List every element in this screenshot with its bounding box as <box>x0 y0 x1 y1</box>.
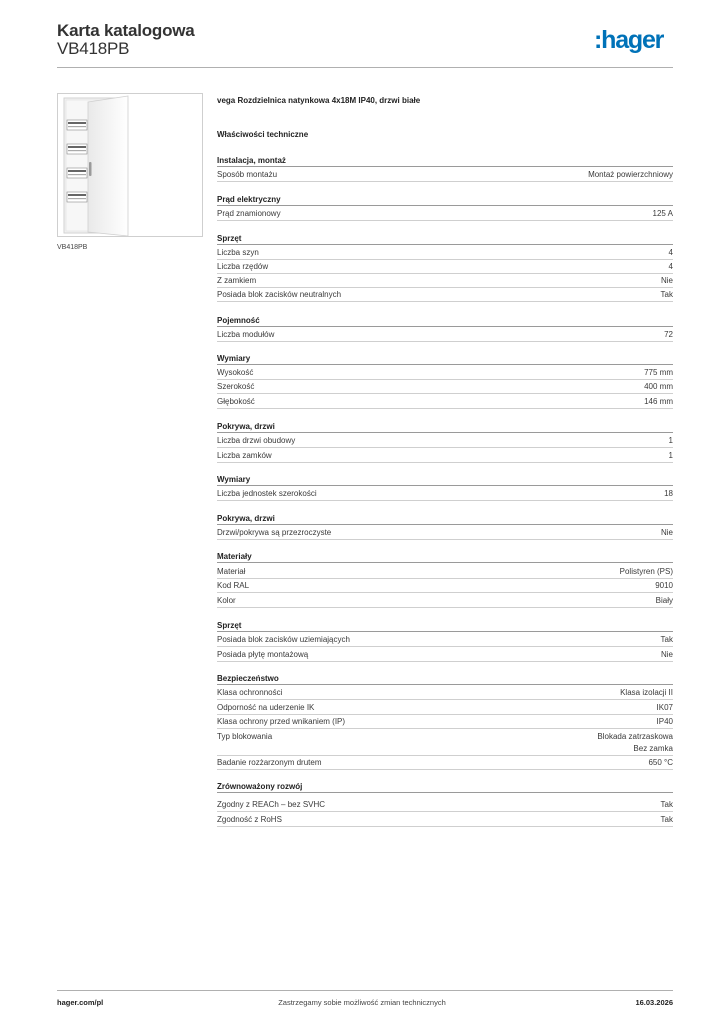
spec-value: Tak <box>660 800 673 809</box>
group-title: Pojemność <box>217 315 673 327</box>
spec-key: Kolor <box>217 596 236 605</box>
spec-key: Liczba drzwi obudowy <box>217 436 296 445</box>
spec-value: IK07 <box>656 703 673 712</box>
product-image-caption: VB418PB <box>57 244 88 251</box>
hager-logo: :hager <box>594 26 664 54</box>
spec-value-line: Bez zamka <box>633 744 673 753</box>
spec-key: Liczba modułów <box>217 330 275 339</box>
spec-row <box>217 757 673 770</box>
spec-value: 146 mm <box>644 397 673 406</box>
spec-key: Badanie rozżarzonym drutem <box>217 758 322 767</box>
header-divider <box>57 67 673 68</box>
spec-key: Klasa ochrony przed wnikaniem (IP) <box>217 717 346 726</box>
group-title: Pokrywa, drzwi <box>217 421 673 433</box>
spec-key: Klasa ochronności <box>217 688 283 697</box>
footer-divider <box>57 990 673 991</box>
footer-website-link[interactable]: hager.com/pl <box>57 998 104 1007</box>
footer-date: 16.03.2026 <box>635 998 673 1007</box>
group-title: Pokrywa, drzwi <box>217 513 673 525</box>
group-title: Instalacja, montaż <box>217 155 673 167</box>
spec-row <box>217 396 673 409</box>
spec-row <box>217 208 673 221</box>
spec-row <box>217 649 673 662</box>
spec-key: Głębokość <box>217 397 255 406</box>
spec-value: 650 °C <box>648 758 673 767</box>
product-image <box>57 93 203 237</box>
spec-value: 775 mm <box>644 368 673 377</box>
spec-key: Liczba szyn <box>217 248 259 257</box>
spec-key: Drzwi/pokrywa są przezroczyste <box>217 528 332 537</box>
spec-key: Posiada blok zacisków neutralnych <box>217 290 342 299</box>
spec-key: Materiał <box>217 567 246 576</box>
spec-row <box>217 687 673 700</box>
spec-value: 125 A <box>652 209 673 218</box>
spec-row <box>217 814 673 827</box>
spec-row <box>217 261 673 274</box>
spec-key: Liczba jednostek szerokości <box>217 489 317 498</box>
spec-row <box>217 169 673 182</box>
spec-value: Montaż powierzchniowy <box>588 170 673 179</box>
spec-value: Tak <box>660 815 673 824</box>
spec-value: 4 <box>668 248 673 257</box>
footer-notice: Zastrzegamy sobie możliwość zmian technicznych <box>278 998 446 1007</box>
spec-key: Z zamkiem <box>217 276 257 285</box>
spec-value: 1 <box>668 451 673 460</box>
spec-value: 18 <box>664 489 673 498</box>
spec-value: Tak <box>660 290 673 299</box>
spec-value: 4 <box>668 262 673 271</box>
spec-row <box>217 731 673 756</box>
spec-row <box>217 566 673 579</box>
spec-key: Odporność na uderzenie IK <box>217 703 315 712</box>
spec-row <box>217 450 673 463</box>
spec-key: Liczba zamków <box>217 451 272 460</box>
spec-value: Tak <box>660 635 673 644</box>
distribution-board-illustration <box>58 94 204 238</box>
spec-key: Wysokość <box>217 368 254 377</box>
group-title: Sprzęt <box>217 233 673 245</box>
group-title: Zrównoważony rozwój <box>217 781 673 793</box>
spec-row <box>217 381 673 394</box>
group-title: Bezpieczeństwo <box>217 673 673 685</box>
spec-row <box>217 367 673 380</box>
spec-value: Nie <box>660 276 673 285</box>
spec-key: Prąd znamionowy <box>217 209 281 218</box>
spec-key: Posiada blok zacisków uziemiających <box>217 635 350 644</box>
group-title: Prąd elektryczny <box>217 194 673 206</box>
spec-value <box>597 731 673 755</box>
spec-value: Biały <box>655 596 673 605</box>
spec-value: IP40 <box>656 717 673 726</box>
section-title: Właściwości techniczne <box>217 130 309 139</box>
group-title: Materiały <box>217 551 673 563</box>
spec-value: 400 mm <box>644 382 673 391</box>
spec-value: Klasa izolacji II <box>620 688 673 697</box>
spec-row <box>217 527 673 540</box>
spec-key: Zgodność z RoHS <box>217 815 282 824</box>
spec-row <box>217 247 673 260</box>
group-title: Wymiary <box>217 474 673 486</box>
spec-value: Nie <box>660 528 673 537</box>
spec-key: Liczba rzędów <box>217 262 269 271</box>
spec-key: Zgodny z REACh – bez SVHC <box>217 800 326 809</box>
spec-value-line: Blokada zatrzaskowa <box>597 732 673 741</box>
document-title: Karta katalogowa <box>57 21 195 40</box>
spec-value: 9010 <box>655 581 673 590</box>
product-code: VB418PB <box>57 39 130 58</box>
spec-value: 72 <box>664 330 673 339</box>
product-description: vega Rozdzielnica natynkowa 4x18M IP40, drzwi białe <box>217 96 421 105</box>
spec-key: Posiada płytę montażową <box>217 650 309 659</box>
spec-row <box>217 289 673 302</box>
spec-row <box>217 595 673 608</box>
spec-row <box>217 702 673 715</box>
spec-value: 1 <box>668 436 673 445</box>
spec-row <box>217 634 673 647</box>
spec-row <box>217 329 673 342</box>
spec-row <box>217 435 673 448</box>
spec-key: Sposób montażu <box>217 170 278 179</box>
spec-row <box>217 799 673 812</box>
spec-key: Typ blokowania <box>217 732 273 741</box>
spec-row <box>217 488 673 501</box>
group-title: Sprzęt <box>217 620 673 632</box>
spec-key: Szerokość <box>217 382 255 391</box>
spec-row <box>217 275 673 288</box>
spec-value: Polistyren (PS) <box>619 567 673 576</box>
spec-value: Nie <box>660 650 673 659</box>
group-title: Wymiary <box>217 353 673 365</box>
spec-row <box>217 580 673 593</box>
spec-key: Kod RAL <box>217 581 250 590</box>
spec-row <box>217 716 673 729</box>
